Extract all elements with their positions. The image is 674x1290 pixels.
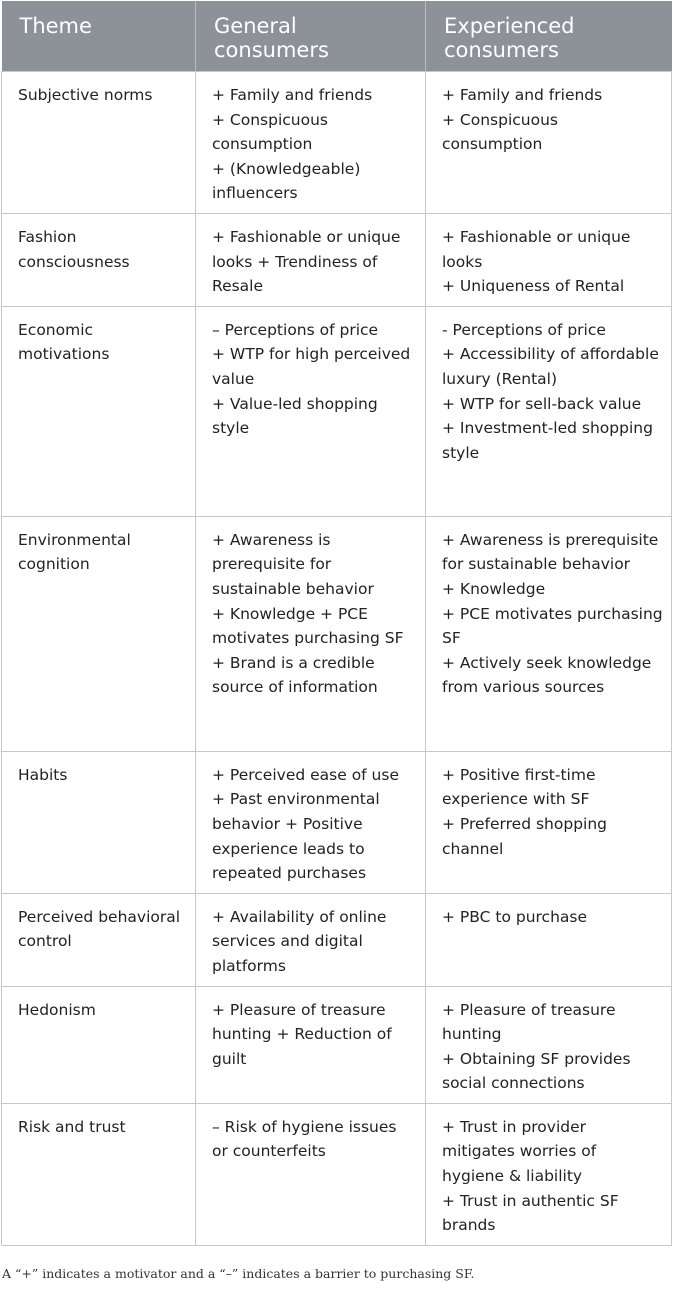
- list-item: + Awareness is prerequisite for sustainable behavior: [212, 530, 374, 598]
- list-item: + WTP for high perceived value: [212, 345, 411, 388]
- header-experienced-consumers: Experienced consumers: [426, 1, 672, 72]
- list-item: + Accessibility of affordable luxury (Rental): [442, 345, 659, 388]
- list-item: + Knowledge + PCE motivates purchasing SF: [212, 604, 404, 648]
- experienced-cell: [426, 751, 672, 893]
- general-cell: [196, 893, 426, 986]
- list-item: + Actively seek knowledge from various sources: [442, 653, 652, 697]
- list-item: + Trust in provider mitigates worries of hygiene & liability: [442, 1117, 597, 1186]
- general-cell: [196, 1103, 426, 1245]
- list-item: – Perceptions of price: [212, 320, 379, 339]
- list-item: + PBC to purchase: [442, 907, 588, 926]
- list-item: + Brand is a credible source of information: [212, 653, 378, 697]
- list-item: + Fashionable or unique looks: [442, 227, 631, 271]
- table-row: [2, 986, 672, 1103]
- theme-cell: Risk and trust: [2, 1103, 196, 1245]
- experienced-cell: [426, 213, 672, 306]
- table-row: [2, 213, 672, 306]
- list-item: + PCE motivates purchasing SF: [442, 604, 663, 648]
- general-cell: [196, 986, 426, 1103]
- list-item: + Value-led shopping style: [212, 394, 378, 438]
- table-row: [2, 751, 672, 893]
- table-row: [2, 516, 672, 751]
- list-item: + Trust in authentic SF brands: [442, 1191, 619, 1235]
- list-item: - Perceptions of price: [442, 320, 606, 339]
- list-item: – Risk of hygiene issues or counterfeits: [212, 1117, 397, 1161]
- experienced-cell: [426, 893, 672, 986]
- list-item: + Fashionable or unique looks + Trendiness of Resale: [212, 227, 401, 296]
- table-row: [2, 893, 672, 986]
- experienced-cell: [426, 1103, 672, 1245]
- list-item: + (Knowledgeable) influencers: [212, 159, 361, 203]
- theme-cell: Environmental cognition: [2, 516, 196, 751]
- list-item: + Past environmental behavior + Positive experience leads to repeated purchases: [212, 790, 380, 883]
- list-item: + Knowledge: [442, 579, 546, 598]
- theme-cell: Hedonism: [2, 986, 196, 1103]
- list-item: + Uniqueness of Rental: [442, 277, 625, 296]
- table-row: [2, 1103, 672, 1245]
- theme-cell: Habits: [2, 751, 196, 893]
- list-item: + Pleasure of treasure hunting + Reduction of guilt: [212, 1000, 392, 1068]
- experienced-cell: [426, 72, 672, 214]
- experienced-cell: [426, 986, 672, 1103]
- list-item: + Pleasure of treasure hunting: [442, 1000, 616, 1044]
- experienced-cell: [426, 306, 672, 516]
- general-cell: [196, 306, 426, 516]
- themes-table-container: [1, 1, 671, 1246]
- general-cell: [196, 213, 426, 306]
- theme-cell: Subjective norms: [2, 72, 196, 214]
- list-item: + Preferred shopping channel: [442, 814, 608, 858]
- list-item: + Obtaining SF provides social connections: [442, 1049, 631, 1093]
- table-header-row: [2, 1, 672, 72]
- list-item: + Investment-led shopping style: [442, 419, 653, 462]
- header-general-consumers: General consumers: [196, 1, 426, 72]
- general-cell: [196, 72, 426, 214]
- list-item: + Family and friends: [442, 86, 603, 104]
- general-cell: [196, 751, 426, 893]
- theme-cell: Fashion consciousness: [2, 213, 196, 306]
- theme-cell: Economic motivations: [2, 306, 196, 516]
- themes-table: [1, 1, 672, 1246]
- list-item: + WTP for sell-back value: [442, 394, 642, 413]
- table-footnote: A “+” indicates a motivator and a “–” indicates a barrier to purchasing SF.: [2, 1266, 475, 1281]
- general-cell: [196, 516, 426, 751]
- list-item: + Awareness is prerequisite for sustainable behavior: [442, 530, 659, 574]
- theme-cell: Perceived behavioral control: [2, 893, 196, 986]
- table-row: [2, 306, 672, 516]
- list-item: + Conspicuous consumption: [442, 110, 558, 154]
- table-row: [2, 72, 672, 214]
- list-item: + Positive first-time experience with SF: [442, 765, 596, 809]
- list-item: + Perceived ease of use: [212, 765, 399, 784]
- header-theme: Theme: [2, 1, 196, 72]
- list-item: + Availability of online services and digital platforms: [212, 907, 387, 975]
- list-item: + Conspicuous consumption: [212, 110, 328, 154]
- list-item: + Family and friends: [212, 86, 373, 104]
- experienced-cell: [426, 516, 672, 751]
